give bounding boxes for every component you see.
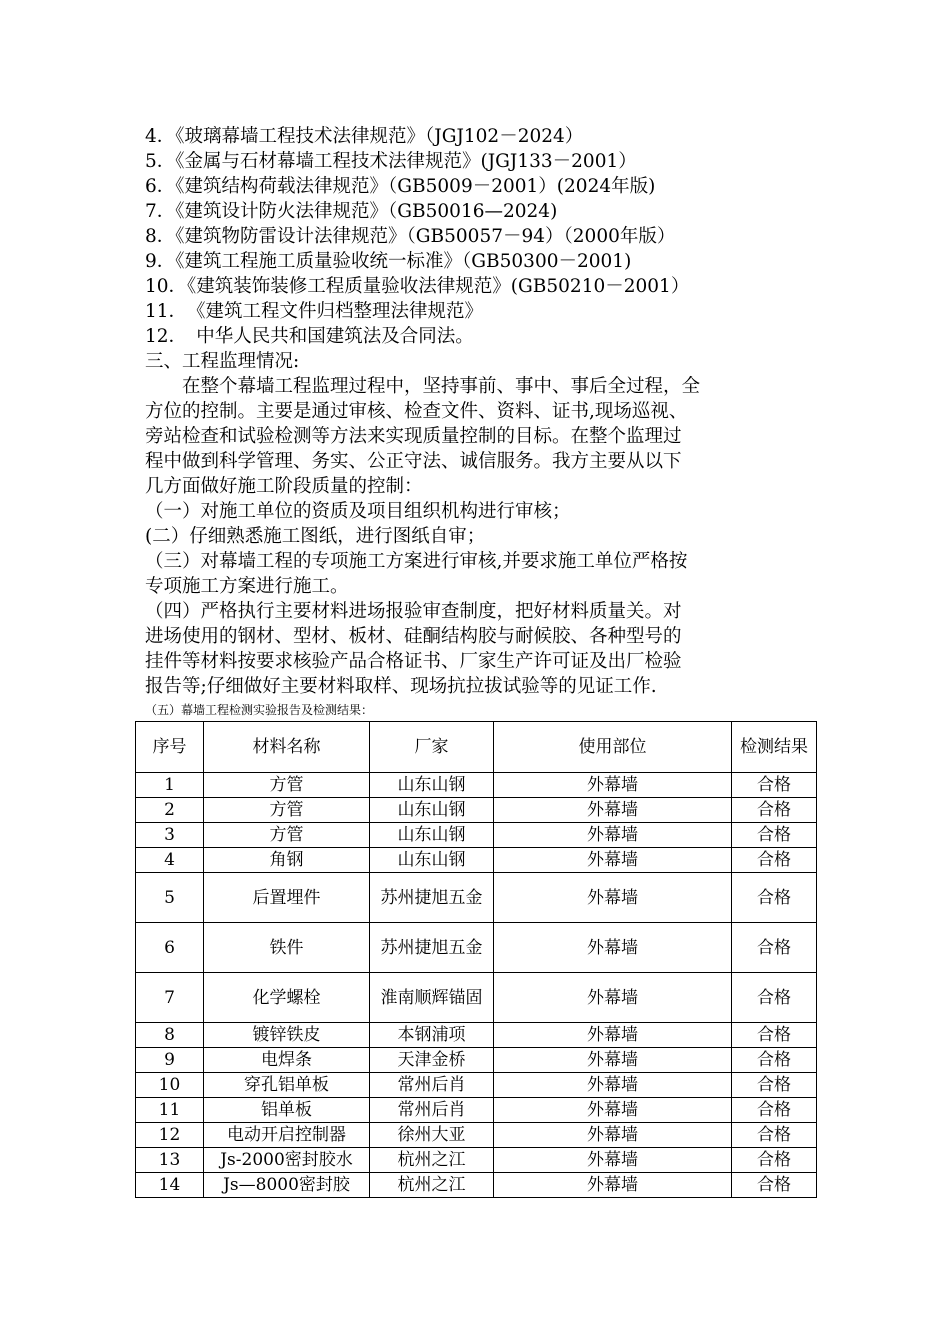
usage-location-cell: 外幕墙 — [494, 823, 732, 848]
text-line: 旁站检查和试验检测等方法来实现质量控制的目标。在整个监理过 — [145, 426, 682, 447]
material-name-cell: 镀锌铁皮 — [204, 1023, 370, 1048]
test-result-cell: 合格 — [732, 823, 817, 848]
test-result-cell: 合格 — [732, 1023, 817, 1048]
material-name-cell: 化学螺栓 — [204, 973, 370, 1023]
text-line: 6．《建筑结构荷载法律规范》（GB5009－2001）(2024年版) — [145, 176, 656, 197]
usage-location-cell: 外幕墙 — [494, 1048, 732, 1073]
material-name-cell: 穿孔铝单板 — [204, 1073, 370, 1098]
text-line: 进场使用的钢材、型材、板材、硅酮结构胶与耐候胶、各种型号的 — [145, 626, 682, 647]
table-row — [136, 1123, 817, 1148]
table-row — [136, 1073, 817, 1098]
row-index-cell: 7 — [136, 973, 204, 1023]
table-row — [136, 1023, 817, 1048]
row-index-cell: 11 — [136, 1098, 204, 1123]
manufacturer-cell: 苏州捷旭五金 — [370, 873, 494, 923]
table-row — [136, 1148, 817, 1173]
text-line: 三、工程监理情况: — [145, 351, 300, 372]
text-line: 9．《建筑工程施工质量验收统一标准》（GB50300－2001) — [145, 251, 632, 272]
row-index-cell: 1 — [136, 773, 204, 798]
test-result-cell: 合格 — [732, 1048, 817, 1073]
row-index-cell: 14 — [136, 1173, 204, 1198]
material-name-cell: 铁件 — [204, 923, 370, 973]
table-row — [136, 1173, 817, 1198]
header-manufacturer: 厂家 — [370, 722, 494, 773]
text-line: 8．《建筑物防雷设计法律规范》（GB50057－94）（2000年版） — [145, 226, 676, 247]
text-line: （四）严格执行主要材料进场报验审查制度，把好材料质量关。对 — [145, 601, 682, 622]
usage-location-cell: 外幕墙 — [494, 873, 732, 923]
text-line: 报告等;仔细做好主要材料取样、现场抗拉拔试验等的见证工作. — [145, 676, 657, 697]
test-result-cell: 合格 — [732, 923, 817, 973]
table-row — [136, 823, 817, 848]
manufacturer-cell: 淮南顺辉锚固 — [370, 973, 494, 1023]
text-line: 12． 中华人民共和国建筑法及合同法。 — [145, 326, 474, 347]
manufacturer-cell: 常州后肖 — [370, 1073, 494, 1098]
test-results-table — [135, 721, 817, 1198]
text-line: 7．《建筑设计防火法律规范》（GB50016—2024) — [145, 201, 558, 222]
row-index-cell: 8 — [136, 1023, 204, 1048]
row-index-cell: 5 — [136, 873, 204, 923]
usage-location-cell: 外幕墙 — [494, 848, 732, 873]
material-name-cell: 角钢 — [204, 848, 370, 873]
test-result-cell: 合格 — [732, 1123, 817, 1148]
body-text — [145, 124, 815, 699]
test-result-cell: 合格 — [732, 1098, 817, 1123]
material-name-cell: 后置埋件 — [204, 873, 370, 923]
table-row — [136, 1048, 817, 1073]
text-line: 4．《玻璃幕墙工程技术法律规范》（JGJ102－2024） — [145, 126, 584, 147]
header-index: 序号 — [136, 722, 204, 773]
text-line: （三）对幕墙工程的专项施工方案进行审核,并要求施工单位严格按 — [145, 551, 688, 572]
text-line: 程中做到科学管理、务实、公正守法、诚信服务。我方主要从以下 — [145, 451, 682, 472]
usage-location-cell: 外幕墙 — [494, 773, 732, 798]
manufacturer-cell: 本钢浦项 — [370, 1023, 494, 1048]
test-result-cell: 合格 — [732, 1148, 817, 1173]
manufacturer-cell: 徐州大亚 — [370, 1123, 494, 1148]
usage-location-cell: 外幕墙 — [494, 1173, 732, 1198]
test-result-cell: 合格 — [732, 773, 817, 798]
manufacturer-cell: 山东山钢 — [370, 773, 494, 798]
test-result-cell: 合格 — [732, 1073, 817, 1098]
text-line: 专项施工方案进行施工。 — [145, 576, 349, 597]
table-caption: （五）幕墙工程检测实验报告及检测结果： — [145, 703, 374, 717]
table-row — [136, 798, 817, 823]
test-result-cell: 合格 — [732, 973, 817, 1023]
usage-location-cell: 外幕墙 — [494, 923, 732, 973]
text-line: 几方面做好施工阶段质量的控制： — [145, 476, 423, 497]
material-name-cell: Js—8000密封胶 — [204, 1173, 370, 1198]
test-result-cell: 合格 — [732, 848, 817, 873]
text-line: （一）对施工单位的资质及项目组织机构进行审核； — [145, 501, 571, 522]
manufacturer-cell: 山东山钢 — [370, 798, 494, 823]
material-name-cell: 电焊条 — [204, 1048, 370, 1073]
usage-location-cell: 外幕墙 — [494, 973, 732, 1023]
header-result: 检测结果 — [732, 722, 817, 773]
table-row — [136, 923, 817, 973]
test-result-cell: 合格 — [732, 1173, 817, 1198]
material-name-cell: 方管 — [204, 773, 370, 798]
material-name-cell: 方管 — [204, 823, 370, 848]
material-name-cell: 电动开启控制器 — [204, 1123, 370, 1148]
usage-location-cell: 外幕墙 — [494, 1098, 732, 1123]
usage-location-cell: 外幕墙 — [494, 798, 732, 823]
table-row — [136, 973, 817, 1023]
text-line: 10．《建筑装饰装修工程质量验收法律规范》(GB50210－2001） — [145, 276, 690, 297]
text-line: 11． 《建筑工程文件归档整理法律规范》 — [145, 301, 484, 322]
row-index-cell: 12 — [136, 1123, 204, 1148]
manufacturer-cell: 常州后肖 — [370, 1098, 494, 1123]
manufacturer-cell: 苏州捷旭五金 — [370, 923, 494, 973]
table-header-row — [136, 722, 817, 773]
row-index-cell: 13 — [136, 1148, 204, 1173]
test-result-cell: 合格 — [732, 873, 817, 923]
manufacturer-cell: 杭州之江 — [370, 1148, 494, 1173]
manufacturer-cell: 山东山钢 — [370, 823, 494, 848]
row-index-cell: 4 — [136, 848, 204, 873]
table-row — [136, 1098, 817, 1123]
usage-location-cell: 外幕墙 — [494, 1123, 732, 1148]
material-name-cell: Js-2000密封胶水 — [204, 1148, 370, 1173]
table-row — [136, 773, 817, 798]
text-line: (二）仔细熟悉施工图纸，进行图纸自审； — [145, 526, 486, 547]
table-row — [136, 873, 817, 923]
table-body — [136, 773, 817, 1198]
text-line: 方位的控制。主要是通过审核、检查文件、资料、证书,现场巡视、 — [145, 401, 688, 422]
text-line: 挂件等材料按要求核验产品合格证书、厂家生产许可证及出厂检验 — [145, 651, 682, 672]
manufacturer-cell: 天津金桥 — [370, 1048, 494, 1073]
text-line: 5．《金属与石材幕墙工程技术法律规范》(JGJ133－2001） — [145, 151, 637, 172]
manufacturer-cell: 山东山钢 — [370, 848, 494, 873]
material-name-cell: 铝单板 — [204, 1098, 370, 1123]
row-index-cell: 10 — [136, 1073, 204, 1098]
row-index-cell: 9 — [136, 1048, 204, 1073]
row-index-cell: 2 — [136, 798, 204, 823]
material-name-cell: 方管 — [204, 798, 370, 823]
manufacturer-cell: 杭州之江 — [370, 1173, 494, 1198]
usage-location-cell: 外幕墙 — [494, 1148, 732, 1173]
header-location: 使用部位 — [494, 722, 732, 773]
header-material: 材料名称 — [204, 722, 370, 773]
row-index-cell: 3 — [136, 823, 204, 848]
table-row — [136, 848, 817, 873]
text-line: 在整个幕墙工程监理过程中，坚持事前、事中、事后全过程，全 — [145, 376, 701, 397]
usage-location-cell: 外幕墙 — [494, 1023, 732, 1048]
row-index-cell: 6 — [136, 923, 204, 973]
test-result-cell: 合格 — [732, 798, 817, 823]
usage-location-cell: 外幕墙 — [494, 1073, 732, 1098]
